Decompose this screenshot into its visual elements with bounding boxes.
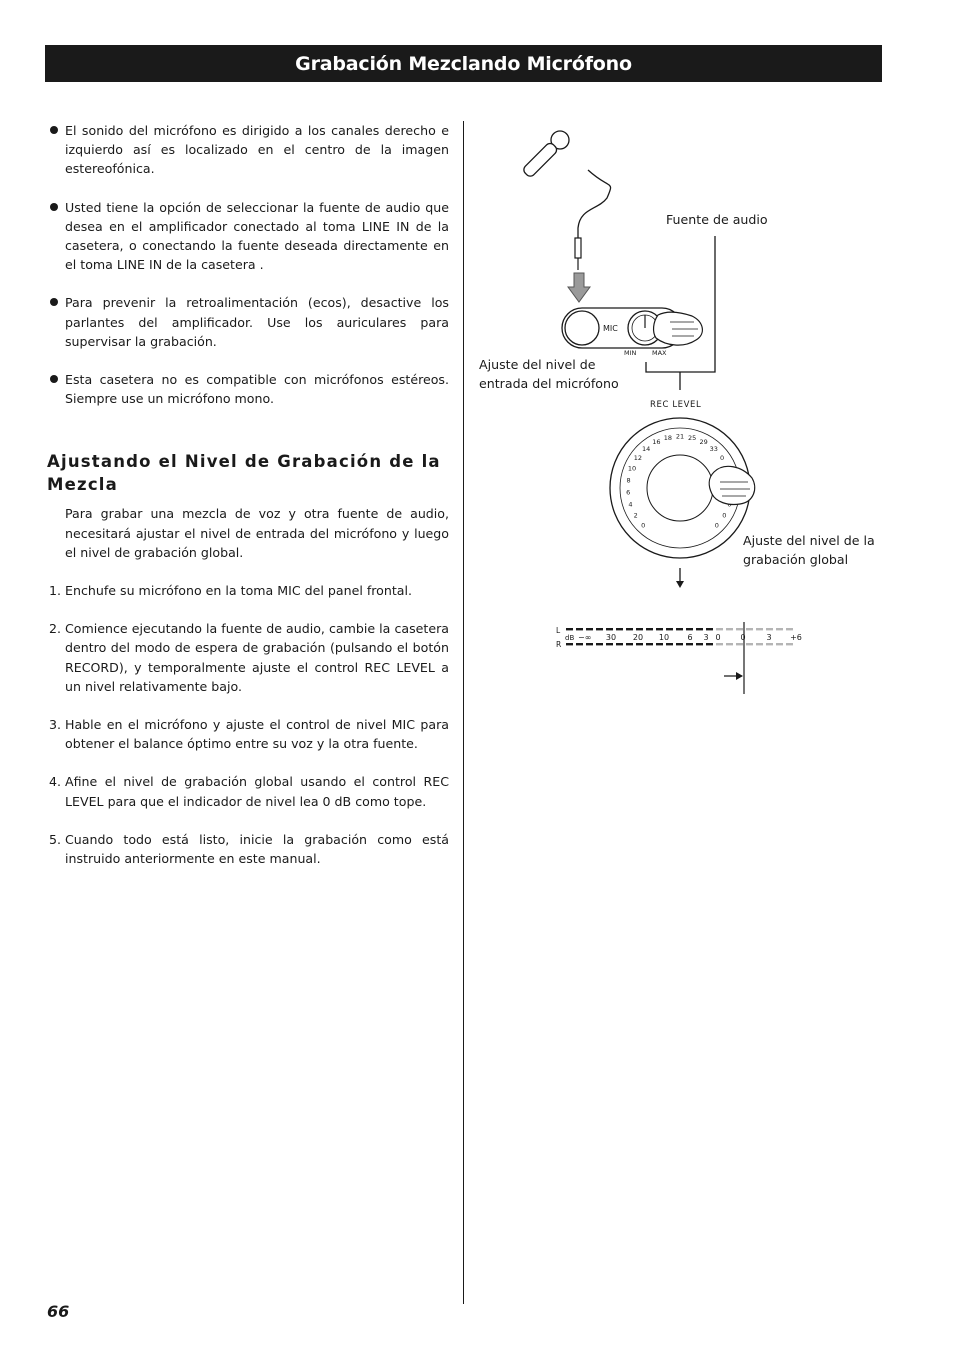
step-item (47, 830, 449, 868)
step-text: Enchufe su micrófono en la toma MIC del panel frontal. (65, 583, 413, 599)
dial-tick-label: 0 (641, 521, 646, 530)
rec-level-label: REC LEVEL (650, 400, 702, 410)
meter-segment (676, 643, 683, 645)
meter-segment (746, 628, 753, 630)
bullet-text: Para prevenir la retroalimentación (ecos), desactive los parlantes del amplificador. Use los auriculares para supervisar la grabación. (65, 295, 449, 349)
step-item (47, 619, 449, 696)
column-divider (463, 121, 464, 1304)
meter-segment (736, 643, 743, 645)
meter-segment (696, 628, 703, 630)
meter-segment (726, 628, 733, 630)
meter-left-label: L (556, 626, 561, 635)
dial-tick-label: 18 (663, 433, 673, 442)
meter-segment (626, 643, 633, 645)
meter-scale-label: 3 (703, 633, 709, 642)
meter-segment (566, 643, 573, 645)
meter-scale-label: 3 (766, 633, 772, 642)
meter-segment (716, 643, 723, 645)
page-number: 66 (47, 1302, 70, 1321)
rec-level-dial (610, 418, 755, 558)
step-item (47, 772, 449, 810)
dial-tick-label: 0 (714, 521, 719, 530)
bullet-item (47, 370, 449, 408)
meter-segment (746, 643, 753, 645)
meter-scale-label: 0 (740, 633, 746, 642)
dial-tick-label: 4 (628, 500, 633, 509)
dial-tick-label: 21 (675, 432, 685, 441)
mic-level-label-line2: entrada del micrófono (479, 376, 619, 391)
step-item (47, 715, 449, 753)
meter-scale-label: 10 (658, 633, 670, 642)
mic-min-label: MIN (624, 349, 637, 357)
title-bar (45, 45, 882, 82)
step-text: Comience ejecutando la fuente de audio, cambie la casetera dentro del modo de espera de grabación (pulsando el botón RECORD), y temporalmente ajuste el control REC LEVEL a un nivel relativamente bajo. (65, 621, 449, 694)
meter-segment (606, 643, 613, 645)
meter-scale-label: +6 (790, 633, 802, 642)
meter-segment (756, 628, 763, 630)
bullet-dot-icon (50, 298, 58, 306)
meter-segment (766, 628, 773, 630)
meter-db-label: dB (565, 634, 575, 642)
meter-pointer-icon (736, 672, 743, 680)
meter-segment (706, 643, 713, 645)
meter-segment (776, 643, 783, 645)
step-text: Hable en el micrófono y ajuste el control de nivel MIC para obtener el balance óptimo entre su voz y la otra fuente. (65, 717, 449, 752)
meter-segment (686, 643, 693, 645)
meter-segment (636, 628, 643, 630)
meter-scale-label: 30 (605, 633, 617, 642)
dial-tick-label: 0 (720, 453, 725, 462)
meter-segment (676, 628, 683, 630)
meter-segment (576, 643, 583, 645)
meter-segment (756, 643, 763, 645)
meter-right-label: R (556, 640, 562, 649)
dial-tick-label: 12 (633, 453, 643, 462)
step-number: 4. (49, 774, 62, 790)
dial-tick-label: 8 (626, 476, 631, 485)
level-meter (556, 622, 802, 694)
step-item (47, 581, 449, 600)
meter-segment (666, 643, 673, 645)
step-text: Cuando todo está listo, inicie la grabación como está instruido anteriormente en este manual. (65, 831, 449, 867)
bullet-text: El sonido del micrófono es dirigido a los canales derecho e izquierdo así es localizado en el centro de la imagen estereofónica. (65, 123, 449, 177)
meter-segment (706, 628, 713, 630)
mic-max-label: MAX (652, 349, 667, 357)
meter-segment (646, 628, 653, 630)
dial-tick-label: 29 (699, 438, 708, 447)
meter-segment (786, 643, 793, 645)
meter-segment (656, 643, 663, 645)
meter-segment (726, 643, 733, 645)
meter-segment (786, 628, 793, 630)
mixing-diagram (470, 110, 940, 710)
meter-segment (736, 628, 743, 630)
meter-segment (696, 643, 703, 645)
bullet-item (47, 293, 449, 351)
section-intro: Para grabar una mezcla de voz y otra fuente de audio, necesitará ajustar el nivel de entrada del micrófono y luego el nivel de grabación global. (65, 506, 449, 560)
dial-tick-label: 0 (722, 511, 727, 520)
meter-segment (686, 628, 693, 630)
meter-segment (626, 628, 633, 630)
plug-arrow-icon (568, 273, 590, 302)
left-column (47, 121, 449, 887)
section-heading: Ajustando el Nivel de Grabación de la Mezcla (47, 452, 441, 495)
bullet-item (47, 121, 449, 179)
mic-level-label-line1: Ajuste del nivel de (479, 357, 596, 372)
meter-segment (616, 628, 623, 630)
dial-tick-label: 2 (633, 511, 638, 520)
bullet-item (47, 198, 449, 275)
microphone-icon (520, 127, 611, 270)
meter-inf-label: −∞ (578, 633, 592, 642)
meter-scale-label: 0 (715, 633, 721, 642)
global-level-label-line1: Ajuste del nivel de la (743, 533, 875, 548)
meter-segment (716, 628, 723, 630)
meter-segment (776, 628, 783, 630)
bullet-dot-icon (50, 203, 58, 211)
meter-segment (766, 643, 773, 645)
meter-scale-label: 20 (632, 633, 644, 642)
meter-segment (606, 628, 613, 630)
meter-segment (576, 628, 583, 630)
meter-segment (586, 628, 593, 630)
dial-tick-label: 25 (687, 433, 697, 442)
dial-tick-label: 10 (627, 464, 637, 473)
step-number: 2. (49, 621, 62, 637)
dial-tick-label: 16 (652, 438, 661, 447)
bullet-dot-icon (50, 375, 58, 383)
step-text: Afine el nivel de grabación global usando el control REC LEVEL para que el indicador de nivel lea 0 dB como tope. (65, 774, 449, 809)
bullet-text: Usted tiene la opción de seleccionar la fuente de audio que desea en el amplificador conectado al toma LINE IN de la casetera, o conectando la fuente deseada directamente en el toma LINE IN de la casetera . (65, 199, 449, 273)
dial-tick-label: 14 (642, 445, 651, 453)
meter-segment (656, 628, 663, 630)
global-level-label-line2: grabación global (743, 552, 849, 567)
meter-segment (666, 628, 673, 630)
meter-scale-label: 6 (687, 633, 693, 642)
mic-jack-label: MIC (603, 324, 618, 333)
hand-icon (654, 312, 703, 345)
mic-panel (562, 308, 702, 357)
bullet-dot-icon (50, 126, 58, 134)
page-title: Grabación Mezclando Micrófono (295, 52, 632, 75)
step-number: 3. (49, 717, 62, 733)
meter-segment (646, 643, 653, 645)
meter-segment (616, 643, 623, 645)
meter-segment (596, 628, 603, 630)
meter-segment (596, 643, 603, 645)
meter-segment (566, 628, 573, 630)
diagram-drawing (470, 110, 940, 710)
dial-tick-label: 6 (626, 488, 631, 497)
step-number: 5. (49, 831, 62, 847)
dial-tick-label: 33 (709, 445, 718, 453)
meter-segment (586, 643, 593, 645)
step-number: 1. (49, 583, 62, 599)
down-arrow-icon (676, 581, 684, 588)
meter-segment (636, 643, 643, 645)
bullet-text: Esta casetera no es compatible con micrófonos estéreos. Siempre use un micrófono mono. (65, 372, 449, 407)
audio-source-label: Fuente de audio (666, 212, 768, 227)
